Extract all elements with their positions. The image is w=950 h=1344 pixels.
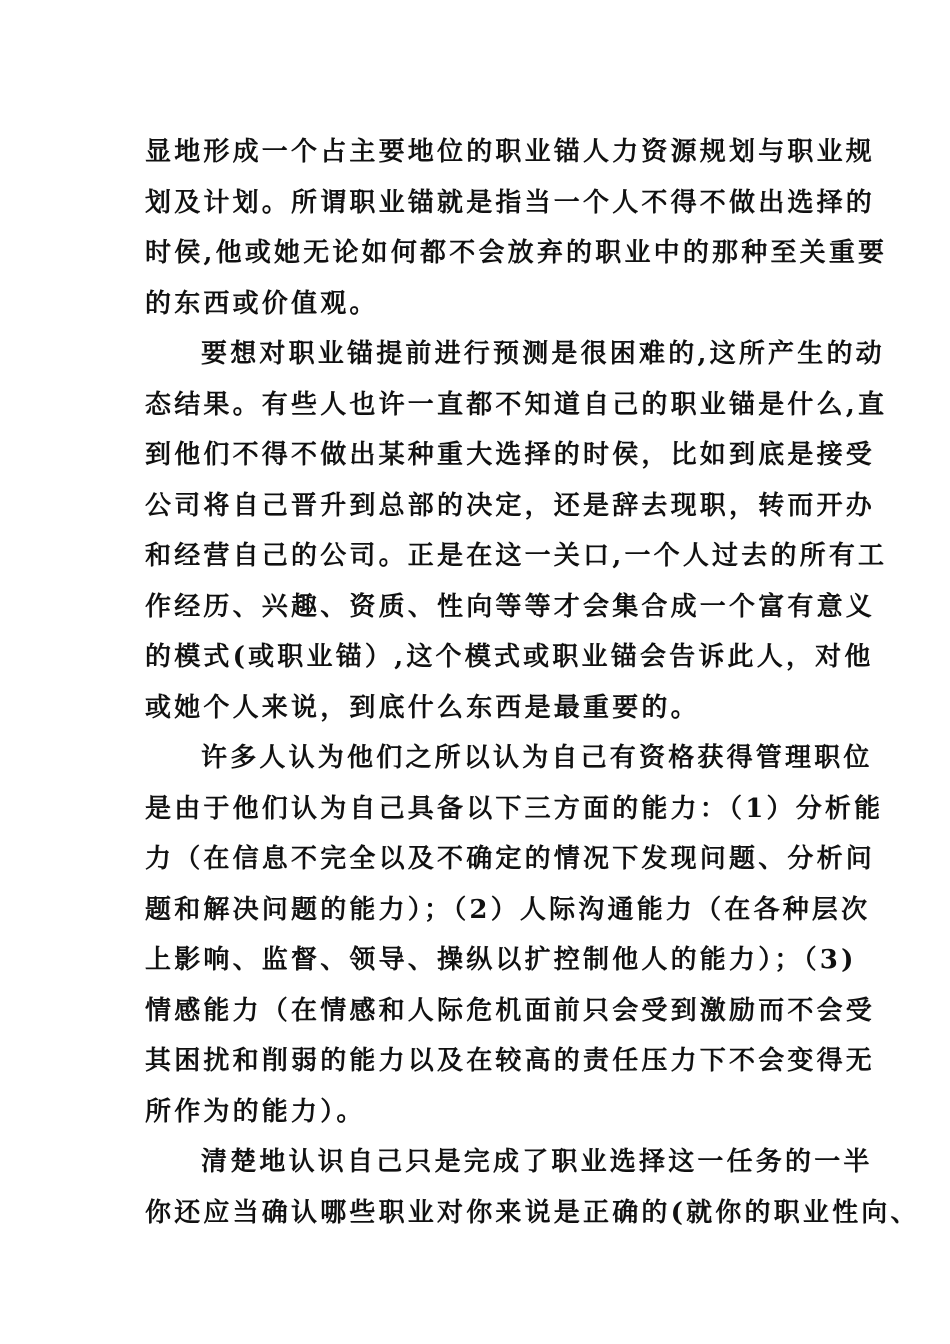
body-text [145,127,920,1238]
text-line: 显地形成一个占主要地位的职业锚人力资源规划与职业规 [145,137,876,167]
text-line: 划及计划。所谓职业锚就是指当一个人不得不做出选择的 [145,187,876,218]
text-line: 公司将自己晋升到总部的决定，还是辞去现职，转而开办 [145,490,876,521]
text-line: 力（在信息不完全以及不确定的情况下发现问题、分析问 [145,844,876,874]
paragraph-first-line: 清楚地认识自己只是完成了职业选择这一任务的一半 [201,1147,873,1177]
paragraph-first-line: 许多人认为他们之所以认为自己有资格获得管理职位 [201,743,873,773]
text-line: 所作为的能力）。 [145,1096,366,1127]
text-line: 或她个人来说，到底什么东西是最重要的。 [145,692,700,723]
text-line: 时侯,他或她无论如何都不会放弃的职业中的那种至关重要 [145,238,888,268]
text-line: 上影响、监督、领导、操纵以扩控制他人的能力）；（3) [145,945,857,975]
text-line: 题和解决问题的能力）；（2）人际沟通能力（在各种层次 [145,894,871,925]
text-line: 和经营自己的公司。正是在这一关口,一个人过去的所有工 [145,541,888,571]
paragraph-first-line: 要想对职业锚提前进行预测是很困难的,这所产生的动 [201,339,885,369]
text-line: 的东西或价值观。 [145,288,379,319]
text-line: 其困扰和削弱的能力以及在较高的责任压力下不会变得无 [145,1046,876,1076]
text-line: 的模式(或职业锚）,这个模式或职业锚会告诉此人，对他 [145,642,874,672]
text-line: 到他们不得不做出某种重大选择的时侯，比如到底是接受 [145,440,876,470]
text-line: 态结果。有些人也许一直都不知道自己的职业锚是什么,直 [145,389,888,420]
text-line: 是由于他们认为自己具备以下三方面的能力：（1）分析能 [145,793,884,824]
text-line: 你还应当确认哪些职业对你来说是正确的(就你的职业性向、 [145,1197,920,1228]
text-line: 作经历、兴趣、资质、性向等等才会集合成一个富有意义 [145,591,876,622]
text-line: 情感能力（在情感和人际危机面前只会受到激励而不会受 [145,995,876,1026]
